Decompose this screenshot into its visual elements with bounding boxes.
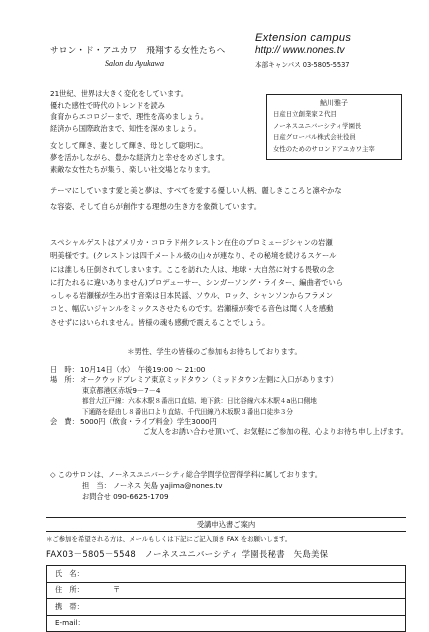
- access-line: 下通路を経由し８番出口より直結、千代田線乃木坂駅３番出口徒歩３分: [82, 407, 293, 416]
- theme-paragraph: [50, 183, 410, 215]
- profile-line: 日産日立創業家２代目: [273, 110, 337, 119]
- guest-line: コと、幅広いジャンルをミックスさせたものです。岩瀬様が奏でる音色は聞く人を感動: [50, 304, 334, 314]
- charge-value[interactable]: ノーネス 矢島 yajima@nones.tv: [113, 481, 223, 490]
- form-note: ＊ご参加を希望される方は、メールもしくは下記にご記入頂き FAX をお願いします。: [46, 535, 292, 543]
- form-heading: 受講申込書ご案内: [46, 517, 406, 532]
- contact-note: ご友人をお誘い合わせ頂いて、お気軽にご参加の程、心よりお待ち申し上げます。: [142, 427, 408, 437]
- profile-line: 女性のためのサロンドアユカワ主宰: [273, 144, 375, 153]
- profile-line: ノーネスユニバーシティ学園長: [273, 121, 362, 130]
- salon-line: ◇ このサロンは、ノーネスユニバーシティ総合学問学位習得学科に属しております。: [50, 470, 322, 479]
- theme-line: な容姿、そして自らが創作する理想の生き方を象徴しています。: [50, 202, 262, 211]
- date-label: 日 時：: [50, 365, 79, 374]
- profile-name: 鮎川雅子: [320, 99, 348, 107]
- address-value: 東京都港区赤坂9－7－4: [82, 385, 161, 395]
- invite-note: ＊男性、学生の皆様のご参加もお待ちしております。: [127, 347, 302, 356]
- application-form: [46, 517, 406, 632]
- guest-line: っしゃる岩瀬様が生み出す音楽は日本民謡、ソウル、ロック、シャンソンからフラメン: [50, 291, 333, 301]
- inquiry-value: 090-6625-1709: [113, 492, 169, 501]
- theme-line: テーマにしています愛と美と夢は、すべてを愛する優しい人柄、麗しきこころと凛やかな: [50, 186, 342, 195]
- mobile-label: 携 帯：: [55, 601, 84, 611]
- event-details: [50, 365, 420, 438]
- profile-box: [266, 94, 402, 160]
- guest-line: スペシャルゲストはアメリカ・コロラド州クレストン在住のプロミュージシャンの岩瀬: [50, 238, 333, 247]
- page-title: サロン・ド・アユカワ 飛翔する女性たちへ: [50, 46, 226, 56]
- extension-name: Extension campus: [255, 32, 352, 44]
- fee-value: 5000円（飲食・ライブ料金）学生3000円: [80, 417, 217, 427]
- charge-label: 担 当：: [82, 481, 111, 490]
- intro-line: 女として輝き、妻として輝き、母として聡明に。: [50, 141, 208, 151]
- address-field[interactable]: 〒: [113, 585, 121, 595]
- form-row-address: [47, 583, 405, 600]
- fax-line: FAX03－5805－5548 ノーネスユニバーシティ 学園長秘書 矢島美保: [46, 549, 329, 559]
- extension-url[interactable]: http:// www.nones.tv: [255, 45, 345, 56]
- name-label: 氏 名：: [55, 568, 84, 578]
- form-row-name: [47, 566, 405, 583]
- intro-line: 夢を活かしながら、豊かな経済力と幸せをめざします。: [50, 152, 230, 162]
- extension-campus-block: [255, 32, 405, 69]
- form-row-mobile: [47, 599, 405, 616]
- profile-line: 日産グローバル株式会社役員: [273, 133, 356, 142]
- guest-line: 明美様です。(クレストンは四千メートル級の山々が連なり、その秘境を続けるスケール: [50, 251, 337, 261]
- intro-line: 経済から国際政治まで、知性を深めましょう。: [50, 123, 201, 133]
- place-value: オークウッドプレミア東京ミッドタウン（ミッドタウン左側に入口があります）: [80, 375, 338, 385]
- place-label: 場 所：: [50, 375, 79, 385]
- email-label: E-mail：: [55, 618, 85, 628]
- intro-line: 素敵な女性たちが集う、楽しい社交場となります。: [50, 164, 215, 174]
- guest-line: させずにはいられません。皆様の魂も感動で震えることでしょう。: [50, 317, 270, 327]
- salon-info: [50, 469, 420, 502]
- intro-line: 21世紀、世界は大きく変化をしています。: [50, 89, 188, 98]
- access-line: 都営大江戸線：六本木駅８番出口直結、地下鉄：日比谷線六本木駅４a出口側地: [82, 397, 317, 406]
- intro-text: [50, 88, 270, 175]
- guest-paragraph: [50, 236, 410, 329]
- form-table: [46, 565, 406, 632]
- extension-tel: 本部キャンパス 03-5805-5537: [255, 61, 350, 69]
- intro-line: 食育からエコロジーまで、理性を高めましょう。: [50, 112, 208, 122]
- inquiry-label: お問合せ: [82, 492, 111, 501]
- guest-line: に打たれるに違いありません)プロデューサー、シンガーソング・ライター、編曲者でいら: [50, 277, 344, 287]
- intro-line: 優れた感性で時代のトレンドを読み: [50, 100, 165, 110]
- guest-line: には誰しも圧倒されてしまいます。ここを訪れた人は、地球・大自然に対する畏敬の念: [50, 264, 334, 274]
- date-value: 10月14日（水） 午後19:00 ～ 21:00: [80, 365, 206, 374]
- address-label: 住 所：: [55, 585, 84, 595]
- fee-label: 会 費：: [50, 417, 79, 427]
- page-subtitle: Salon du Ayukawa: [105, 59, 164, 68]
